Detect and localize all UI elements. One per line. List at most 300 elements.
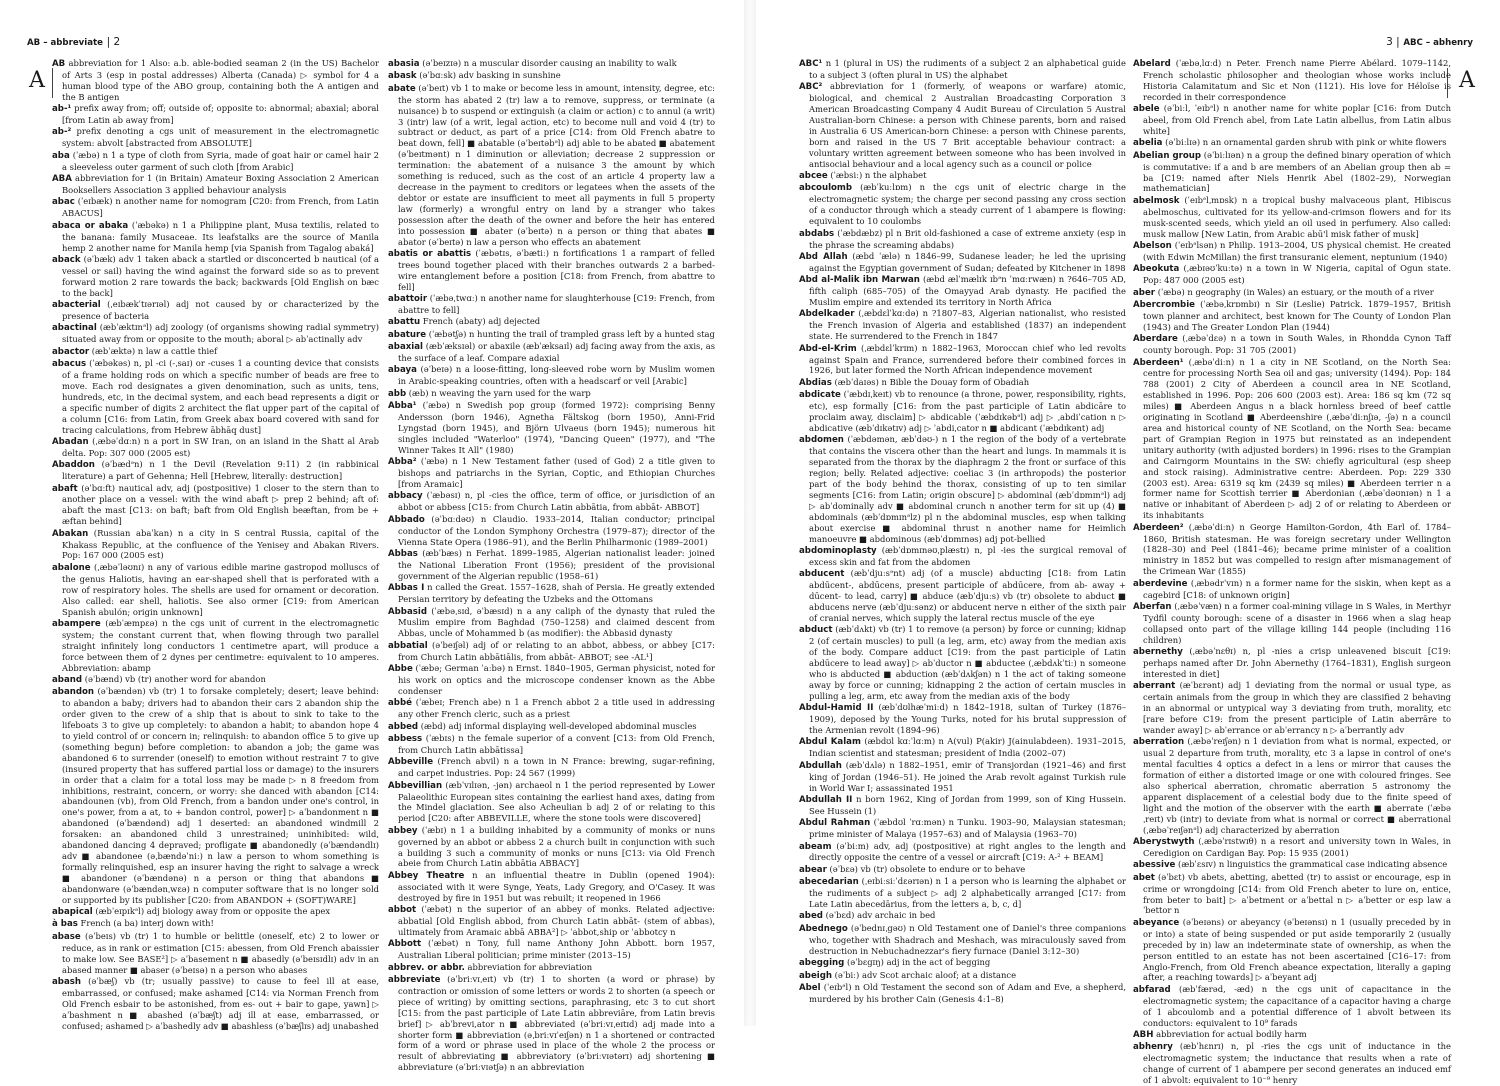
entry-headword: ABC²: [799, 82, 823, 93]
dictionary-entry: [388, 962, 715, 974]
right-running-head-title: ABC – abhenry: [1403, 38, 1473, 48]
dictionary-entry: [52, 436, 379, 459]
entry-definition: (əˈbriːvɪˌeɪt) vb (tr) 1 to shorten (a word or phrase) by contraction or omission of some letters or words 2 to shorten (a speech or piece of writing) by omitting sections, paraphrasing, etc 3 to cut short [C15: from the past participle of Late Latin abbreviāre, from Latin brevis brief] ▷ abˈbrevi,ator n ■ abbreviated (əˈbriːvɪˌeɪtɪd) adj made into a shorter form ■ abbreviation (əˌbriːvɪˈeɪʃən) n 1 a shortened or contracted form of a word or phrase used in place of the whole 2 the process or result of abbreviating ■ abbreviatory (əˈbriːvɪətərɪ) adj shortening ■ abbreviature (əˈbriːvɪətʃə) n an abbreviation: [398, 974, 715, 1073]
dictionary-entry: [52, 322, 379, 345]
entry-headword: Abba¹: [388, 401, 417, 412]
entry-headword: abate: [388, 83, 416, 94]
entry-headword: abeyance: [1133, 917, 1180, 928]
entry-headword: abelia: [1133, 138, 1163, 149]
entry-headword: Abd-el-Krim: [799, 343, 857, 354]
dictionary-entry: [799, 736, 1126, 759]
dictionary-entry: [388, 825, 715, 870]
entry-headword: Aberystwyth: [1133, 837, 1195, 848]
entry-definition: (æbˈeɪpɪkᵊl) adj biology away from or opposite the apex: [92, 905, 331, 916]
entry-headword: Aberfan: [1133, 602, 1172, 612]
entry-definition: (ˌæbəˈrɪstwɪθ) n a resort and university town in Wales, in Ceredigion on Cardigan Bay. Pop: 15 935 (2001): [1143, 836, 1451, 858]
column-3: [799, 58, 1126, 1018]
entry-headword: abandon: [52, 687, 95, 698]
column-2: [388, 58, 715, 1073]
dictionary-entry: [1133, 240, 1451, 263]
entry-headword: ABH: [1133, 1029, 1154, 1040]
entry-headword: Abdul-Hamid II: [799, 703, 874, 714]
entry-headword: abcoulomb: [799, 183, 853, 194]
entry-definition: (əˈbeɪzɪə) n a muscular disorder causing an inability to walk: [419, 58, 677, 68]
entry-definition: (æbˈdɒmɪnəʊˌplæstɪ) n, pl -ies the surgical removal of excess skin and fat from the abdomen: [809, 544, 1126, 567]
entry-definition: (ˈeɪbᵊlˌmɒsk) n a tropical bushy malvaceous plant, Hibiscus abelmoschus, cultivated for its yellow-and-crimson flowers and for its musk-scented seeds, which yield an oil used in perfumery. Also called: musk mallow [New Latin, from Arabic abū'l misk father of musk]: [1143, 194, 1451, 239]
entry-headword: abbot: [388, 905, 417, 916]
left-running-head: [27, 34, 120, 48]
entry-headword: abet: [1133, 872, 1155, 883]
entry-headword: Abdullah: [799, 760, 842, 771]
entry-headword: ABC¹: [799, 59, 823, 69]
entry-definition: (əˈbeɪəns) or abeyancy (əˈbeɪənsɪ) n 1 (usually preceded by in or into) a state of being suspended or put aside temporarily 2 (usually preceded by in) law an indeterminate state of ownership, as when the person entitled to an estate has not been ascertained [C16–17: from Anglo-French, from Old French abeance expectation, literally a gaping after, a reaching towards] ▷ aˈbeyant adj: [1143, 916, 1451, 983]
entry-headword: abed: [799, 911, 823, 922]
dictionary-entry: [799, 182, 1126, 227]
dictionary-entry: [52, 562, 379, 618]
dictionary-entry: [388, 870, 715, 904]
entry-headword: Abdul Kalam: [799, 737, 861, 748]
dictionary-entry: [52, 931, 379, 976]
dictionary-entry: [388, 938, 715, 961]
dictionary-entry: [388, 697, 715, 720]
entry-definition: (əˈbændən) vb (tr) 1 to forsake completely; desert; leave behind: to abandon a baby; drivers had to abandon their cars 2 abandon ship the order given to the crew of a ship that is about to sink to take to the lifeboats 3 to give up completely: to abandon a habit; to abandon hope 4 to yield control of or concern in; relinquish: to abandon office 5 to give up (something begun) before completion: to abandon a job; the game was abandoned 6 to surrender (oneself) to emotion without restraint 7 to give (insured property that has suffered partial loss or damage) to the insurers in order that a claim for a total loss may be made ▷ n 8 freedom from inhibitions, restraint, concern, or worry: she danced with abandon [C14: abandounen (vb), from Old French, from a bandon under one's control, in one's power, from a at, to + bandon control, power] ▷ aˈbandonment n ■ abandoned (əˈbændənd) adj 1 deserted: an abandoned windmill 2 forsaken: an abandoned child 3 unrestrained; uninhibited: wild, abandoned dancing 4 depraved; profligate ■ abandonedly (əˈbændəndlɪ) adv ■ abandonee (əˌbændəˈniː) n law a person to whom something is formally relinquished, esp an insurer having the right to salvage a wreck ■ abandoner (əˈbændənə) n a person or thing that abandons ■ abandonware (əˈbændənˌwɛə) n computer software that is no longer sold or supported by its publisher [C20: from ABANDON + (SOFT)WARE]: [62, 686, 379, 905]
entry-definition: (ˌæbəˈvæn) n a former coal-mining village in S Wales, in Merthyr Tydfil county borough: scene of a disaster in 1966 when a slag heap collapsed onto part of the village killing 144 people (including 116 children): [1143, 601, 1451, 645]
entry-headword: Abbeville: [388, 757, 434, 768]
entry-headword: Abdul Rahman: [799, 818, 871, 829]
entry-headword: abaca or abaka: [52, 220, 129, 231]
dictionary-entry: [1133, 680, 1451, 736]
entry-definition: (ˈæbdɪˌkeɪt) vb to renounce (a throne, power, responsibility, rights, etc), esp formally [C16: from the past participle of Latin abdicāre to proclaim away, disclaim] ▷ abdicable (ˈæbdɪkəbᵊl) adj ▷ ˌabdiˈcation n ▷ abdicative (æbˈdɪkətɪv) adj ▷ ˈabdiˌcator n ■ abdicant (ˈæbdɪkənt) adj: [809, 389, 1126, 433]
entry-headword: abask: [388, 71, 417, 82]
dictionary-entry: [1133, 1029, 1451, 1041]
dictionary-entry: [52, 918, 379, 930]
dictionary-entry: [52, 220, 379, 254]
entry-headword: ab-¹: [52, 104, 72, 115]
entry-definition: (ˌæbəˈreɪʃən) n 1 deviation from what is normal, expected, or usual 2 departure from truth, morality, etc 3 a lapse in control of one's mental faculties 4 optics a defect in a lens or mirror that causes the formation of either a distorted image or one with coloured fringes. See also spherical aberration, chromatic aberration 5 astronomy the apparent displacement of a celestial body due to the finite speed of light and the motion of the observer with the earth ■ aberrate (ˈæbəˌreɪt) vb (intr) to deviate from what is normal or correct ■ aberrational (ˌæbəˈreɪʃənᵊl) adj characterized by aberration: [1143, 736, 1451, 835]
entry-headword: Abbe: [388, 664, 413, 675]
entry-definition: (əˈbæʃ) vb (tr; usually passive) to cause to feel ill at ease, embarrassed, or confused; make ashamed [C14: via Norman French from Old French esbair to be astonished, from es- out + bair to gape, yawn] ▷ aˈbashment n ■ abashed (əˈbæʃt) adj ill at ease, embarrassed, or confused; ashamed ▷ aˈbashedly adv ■ abashless (əˈbæʃlɪs) adj unabashed: [62, 975, 379, 1031]
dictionary-entry: [799, 957, 1126, 969]
entry-definition: (ˈæbsiː) n the alphabet: [827, 170, 927, 181]
entry-definition: (æbˈɛsɪv) n linguistics the grammatical case indicating absence: [1175, 859, 1448, 870]
dictionary-entry: [388, 70, 715, 82]
entry-definition: (ˌæbəˈləʊnɪ) n any of various edible marine gastropod molluscs of the genus Haliotis, having an ear-shaped shell that is perforated with a row of respiratory holes. The shells are used for ornament or decoration. Also called: ear shell, haliotis. See also ormer [C19: from American Spanish abulón; origin unknown]: [62, 561, 379, 617]
entry-definition: (æbˈvɪlɪən, -jən) archaeol n 1 the period represented by Lower Palaeolithic European sites containing the earliest hand axes, dating from the Mindel glaciation. See also Acheulian b adj 2 of or relating to this period [C20: after ABBEVILLE, where the stone tools were discovered]: [398, 779, 715, 824]
entry-headword: Abbado: [388, 514, 425, 525]
entry-definition: (əˈbɑːft) nautical adv, adj (postpositive) 1 closer to the stern than to another place on a vessel: with the wind abaft ▷ prep 2 behind; aft of: abaft the mast [C13: on baft; baft from Old English beæftan, from be + æftan behind]: [62, 482, 379, 527]
left-page: [0, 0, 745, 1073]
entry-headword: Abednego: [799, 923, 848, 934]
right-running-head: [1386, 34, 1473, 48]
entry-headword: abducent: [799, 569, 845, 580]
entry-definition: (ˈæbəˌlɑːd) n Peter. French name Pierre Abélard. 1079–1142, French scholastic philosopher and theologian whose works include Historia Calamitatum and Sic et Non (1121). His love for Héloïse is recorded in their correspondence: [1143, 58, 1451, 102]
entry-definition: (əˈbædᵊn) n 1 the Devil (Revelation 9:11) 2 (in rabbinical literature) a part of Gehenna; Hell [Hebrew, literally: destruction]: [62, 459, 379, 482]
dictionary-entry: [799, 923, 1126, 957]
entry-headword: abaft: [52, 483, 78, 494]
entry-definition: (æbˈkuːlɒm) n the cgs unit of electric charge in the electromagnetic system; the charge per second passing any cross section of a conductor through which a steady current of 1 abampere is flowing: equivalent to 10 coulombs: [809, 182, 1126, 227]
dictionary-entry: [799, 274, 1126, 308]
entry-headword: Aberdare: [1133, 334, 1178, 345]
entry-definition: n an influential theatre in Dublin (opened 1904): associated with it were Synge, Yeats, Lady Gregory, and O'Casey. It was destroyed by fire in 1951 but was rebuilt; it reopened in 1966: [398, 869, 715, 903]
entry-headword: abcee: [799, 171, 828, 182]
dictionary-entry: [1133, 263, 1451, 286]
entry-definition: (ˈeɪbæk) n another name for nomogram [C20: from French, from Latin ABACUS]: [62, 196, 379, 219]
entry-definition: (æbˈæktɪnᵊl) adj zoology (of organisms showing radial symmetry) situated away from or opposite to the mouth; aboral ▷ abˈactinally adv: [62, 322, 379, 345]
entry-headword: Abaddon: [52, 460, 95, 471]
entry-definition: (ˈæbə) n Swedish pop group (formed 1972): comprising Benny Andersson (born 1946), Agnetha Fältskog (born 1950), Anni-Frid Lyngstad (born 1945), and Björn Ulvaeus (born 1945); numerous hit singles included "Waterloo" (1974), "Dancing Queen" (1977), and "The Winner Takes It All" (1980): [398, 400, 715, 455]
entry-definition: n called the Great. 1557–1628, shah of Persia. He greatly extended Persian territory by defeating the Uzbeks and the Ottomans: [398, 582, 715, 605]
dictionary-entry: [1133, 58, 1451, 103]
entry-headword: abacus: [52, 359, 87, 370]
dictionary-entry: [52, 150, 379, 173]
dictionary-entry: [52, 196, 379, 219]
entry-definition: (ˌæbəˈdiːn) n George Hamilton-Gordon, 4th Earl of. 1784–1860, British statesman. He was foreign secretary under Wellington (1828–30) and Peel (1841–46); became prime minister of a coalition ministry in 1852 but was compelled to resign after mismanagement of the Crimean War (1855): [1143, 521, 1451, 577]
dictionary-entry: [1133, 984, 1451, 1029]
dictionary-entry: [799, 624, 1126, 701]
dictionary-entry: [1133, 299, 1451, 333]
dictionary-entry: [799, 568, 1126, 624]
entry-definition: (əˈbɛd) adv archaic in bed: [822, 910, 936, 921]
dictionary-entry: [388, 974, 715, 1073]
entry-headword: abacterial: [52, 300, 101, 311]
entry-definition: abbreviation for 1 (formerly, of weapons or warfare) atomic, biological, and chemical 2 Australian Broadcasting Corporation 3 American Broadcasting Company 4 Audit Bureau of Circulation 5 Austral Australian-born Chinese: a person with Chinese parents, born and raised in Australia 6 US American-born Chinese: a person with Chinese parents, born and raised in the US 7 Brit acceptable behaviour contract: a voluntary written agreement between someone who has been involved in antisocial behaviour and a local agency such as a council or police: [809, 81, 1126, 169]
entry-definition: abbreviation for abbreviation: [464, 961, 593, 972]
dictionary-entry: [52, 299, 379, 322]
dictionary-entry: [388, 293, 715, 316]
dictionary-entry: [388, 316, 715, 328]
entry-headword: abash: [52, 976, 81, 987]
dictionary-entry: [799, 702, 1126, 736]
entry-headword: Abdullah II: [799, 794, 853, 805]
dictionary-entry: [1133, 522, 1451, 578]
entry-headword: abature: [388, 329, 427, 340]
dictionary-entry: [52, 58, 379, 103]
dictionary-entry: [388, 733, 715, 756]
entry-headword: abac: [52, 197, 75, 208]
dictionary-entry: [799, 343, 1126, 377]
dictionary-entry: [1133, 357, 1451, 522]
entry-headword: abdabs: [799, 228, 835, 239]
entry-headword: Abba²: [388, 457, 417, 468]
entry-definition: (æbˈdʊlhæˈmiːd) n 1842–1918, sultan of Turkey (1876–1909), deposed by the Young Turks, noted for his brutal suppression of the Armenian revolt (1894–96): [809, 702, 1127, 735]
entry-definition: (ˌæbəˈnɛθɪ) n, pl -nies a crisp unleavened biscuit [C19: perhaps named after Dr. John Abernethy (1764–1831), English surgeon interested in diet]: [1143, 646, 1451, 679]
entry-headword: Abelard: [1133, 59, 1171, 69]
dictionary-entry: [388, 400, 715, 456]
entry-definition: (ˈæbə) n geography (in Wales) an estuary, or the mouth of a river: [1155, 286, 1434, 297]
entry-definition: (ˈæbət) n Tony, full name Anthony John Abbott. born 1957, Australian Liberal politician; prime minister (2013–15): [398, 938, 715, 961]
dictionary-entry: [388, 756, 715, 779]
entry-headword: aberrant: [1133, 681, 1176, 692]
entry-definition: (ˌæbɪəʊˈkuːtə) n a town in W Nigeria, capital of Ogun state. Pop: 487 000 (2005 est): [1143, 263, 1451, 286]
entry-headword: à bas: [52, 919, 78, 930]
dictionary-entry: [1133, 137, 1451, 149]
entry-definition: French (abaty) adj dejected: [420, 316, 541, 327]
entry-headword: abattu: [388, 317, 421, 328]
entry-headword: aberration: [1133, 737, 1185, 748]
entry-headword: abbatial: [388, 640, 428, 651]
dictionary-entry: [388, 490, 715, 513]
entry-headword: abfarad: [1133, 984, 1171, 995]
dictionary-entry: [799, 81, 1126, 169]
entry-headword: Abakan: [52, 528, 89, 539]
entry-definition: (æbˈfærəd, -æd) n the cgs unit of capacitance in the electromagnetic system; the capacitance of a capacitor having a charge of 1 abcoulomb and a potential difference of 1 abvolt between its conductors: equivalent to 10⁹ farads: [1143, 983, 1451, 1028]
entry-headword: abbé: [388, 698, 412, 709]
entry-headword: Abbott: [388, 939, 422, 950]
entry-definition: (ˈæbɪ) n 1 a building inhabited by a community of monks or nuns governed by an abbot or abbess 2 a church built in conjunction with such a building 3 such a community of monks or nuns [C13: via Old French abeie from Church Latin abbātia ABBACY]: [398, 824, 715, 869]
entry-definition: prefix denoting a cgs unit of measurement in the electromagnetic system: abvolt [abstracted from ABSOLUTE]: [62, 126, 379, 149]
entry-headword: abampere: [52, 618, 101, 629]
dictionary-entry: [388, 640, 715, 663]
entry-headword: abecedarian: [799, 877, 859, 888]
right-page: [755, 0, 1500, 1086]
dictionary-entry: [52, 254, 379, 299]
entry-definition: (æbd) adj informal displaying well-developed abdominal muscles: [418, 720, 697, 731]
dictionary-entry: [799, 377, 1126, 389]
entry-definition: French (a ba) interj down with!: [77, 918, 214, 929]
dictionary-entry: [52, 976, 379, 1032]
dictionary-entry: [388, 721, 715, 733]
entry-headword: abduct: [799, 625, 833, 636]
dictionary-entry: [388, 548, 715, 582]
entry-definition: n born 1962, King of Jordan from 1999, son of King Hussein. See Hussein (1): [809, 793, 1126, 816]
right-page-number: 3 |: [1386, 36, 1400, 48]
entry-definition: (ˈæbəsɪ) n, pl -cies the office, term of office, or jurisdiction of an abbot or abbess [C15: from Church Latin abbātia, from abbāt- ABBOT]: [398, 490, 715, 513]
entry-definition: (ˈeɪbᵊl) n Old Testament the second son of Adam and Eve, a shepherd, murdered by his brother Cain (Genesis 4:1–8): [809, 981, 1126, 1004]
entry-headword: Abelian group: [1133, 150, 1202, 161]
entry-headword: abbrev. or abbr.: [388, 962, 465, 973]
dictionary-entry: [799, 817, 1126, 840]
entry-definition: (æbˈæksɪəl) or abaxile (æbˈæksaɪl) adj facing away from the axis, as the surface of a leaf. Compare adaxial: [398, 341, 715, 364]
dictionary-entry: [1133, 836, 1451, 859]
column-1: [52, 58, 379, 1031]
entry-headword: abattoir: [388, 294, 428, 305]
entry-definition: (ˈæbəkəs) n, pl -ci (-ˌsaɪ) or -cuses 1 a counting device that consists of a frame holding rods on which a specific number of beads are free to move. Each rod designates a given denomination, such as units, tens, hundreds, etc, in the decimal system, and each bead represents a digit or a specific number of digits 2 architect the flat upper part of the capital of a column [C16: from Latin, from Greek abax board covered with sand for tracing calculations, from Hebrew ābhāq dust]: [62, 358, 379, 435]
dictionary-entry: [388, 606, 715, 640]
entry-definition: (æbˈæktə) n law a cattle thief: [89, 345, 218, 356]
entry-headword: Abdias: [799, 377, 832, 388]
dictionary-entry: [1133, 195, 1451, 240]
entry-definition: (əˈbiːlɪən) n a group the defined binary operation of which is commutative: if a and b are members of an Abelian group then ab = ba [C19: named after Niels Henrik Abel (1802–29), Norwegian mathematician]: [1143, 149, 1452, 194]
entry-definition: (Russian abaˈkan) n a city in S central Russia, capital of the Khakass Republic, at the confluence of the Yenisey and Abakan Rivers. Pop: 167 000 (2005 est): [62, 527, 379, 561]
dictionary-entry: [1133, 1041, 1451, 1086]
entry-headword: Abbey Theatre: [388, 870, 465, 881]
entry-headword: abdicate: [799, 390, 841, 401]
dictionary-entry: [799, 794, 1126, 817]
entry-definition: (ˌæbədrˈvɪn) n a former name for the siskin, when kept as a cagebird [C18: of unknown origin]: [1143, 577, 1451, 600]
dictionary-entry: [388, 388, 715, 400]
entry-headword: Aberdeen¹: [1133, 357, 1184, 368]
dictionary-entry: [799, 760, 1126, 794]
entry-definition: (æb) n weaving the yarn used for the warp: [406, 387, 591, 398]
entry-headword: Abbevillian: [388, 780, 443, 791]
entry-definition: (əˈbɛgɪŋ) adj in the act of begging: [844, 957, 991, 968]
entry-definition: (ˈæbə) n 1 a type of cloth from Syria, made of goat hair or camel hair 2 a sleeveless outer garment of such cloth [from Arabic]: [62, 149, 379, 172]
entry-headword: aback: [52, 254, 81, 265]
dictionary-entry: [52, 173, 379, 196]
dictionary-entry: [52, 483, 379, 528]
entry-definition: (ˌæbəˈdɑːn) n a port in SW Iran, on an island in the Shatt al Arab delta. Pop: 307 000 (2005 est): [62, 435, 379, 458]
entry-headword: Abd Allah: [799, 251, 848, 262]
entry-definition: (ˌæbdɛlˈkrɪm) n 1882–1963, Moroccan chief who led revolts against Spain and France, surrendered before their combined forces in 1926, but later formed the North African independence movement: [809, 342, 1126, 376]
entry-definition: (ˈæbdəmən, æbˈdəʊ-) n 1 the region of the body of a vertebrate that contains the viscera other than the heart and lungs. In mammals it is separated from the thorax by the diaphragm 2 the front or surface of this region; belly. Related adjective: coeliac 3 (in arthropods) the posterior part of the body behind the thorax, consisting of up to ten similar segments [C16: from Latin; origin obscure] ▷ abdominal (æbˈdɒmɪnᵊl) adj ▷ abˈdominally adv ■ abdominal crunch n another term for sit up (4) ■ abdominals (æbˈdɒmɪnᵊlz) pl n the abdominal muscles, esp when talking about exercise ■ abdominal thrust n another name for Heimlich manoeuvre ■ abdominous (æbˈdɒmɪnəs) adj pot-bellied: [809, 434, 1126, 544]
entry-definition: (əˈbeɪə) n a loose-fitting, long-sleeved robe worn by Muslim women in Arabic-speaking countries, often with a headscarf or veil [Arabic]: [398, 364, 715, 387]
entry-definition: abbreviation for actual bodily harm: [1153, 1028, 1307, 1039]
dictionary-entry: [52, 906, 379, 918]
entry-headword: abegging: [799, 958, 845, 969]
entry-headword: abb: [388, 388, 407, 399]
entry-headword: abessive: [1133, 860, 1176, 871]
dictionary-entry: [388, 364, 715, 387]
dictionary-entry: [52, 126, 379, 149]
entry-headword: Abd al-Malik ibn Marwan: [799, 275, 920, 286]
entry-headword: abalone: [52, 562, 91, 573]
dictionary-entry: [388, 248, 715, 293]
entry-definition: (æbˈdjuːsᵊnt) adj (of a muscle) abducting [C18: from Latin abdūcent-, abdūcens, present participle of abdūcere, from ab- away + dūcent- to lead, carry] ■ abduce (æbˈdjuːs) vb (tr) obsolete to abduct ■ abducens nerve (æbˈdjuːsənz) or abducent nerve n either of the sixth pair of cranial nerves, which supply the lateral rectus muscle of the eye: [809, 568, 1126, 623]
entry-definition: (əˈbænd) vb (tr) another word for abandon: [82, 673, 266, 684]
dictionary-entry: [799, 982, 1126, 1005]
entry-headword: abbey: [388, 825, 418, 836]
entry-definition: (əˈbɛt) vb abets, abetting, abetted (tr) to assist or encourage, esp in crime or wrongdoing [C14: from Old French abeter to lure on, entice, from beter to bait] ▷ aˈbetment or aˈbettal n ▷ aˈbetter or esp law aˈbettor n: [1143, 871, 1451, 916]
dictionary-entry: [388, 456, 715, 490]
dictionary-entry: [52, 459, 379, 482]
entry-definition: (əˈbiːm) adv, adj (postpositive) at right angles to the length and directly opposite the centre of a vessel or aircraft [C19: A-² + BEAM]: [809, 840, 1126, 863]
entry-definition: abbreviation for 1 (in Britain) Amateur Boxing Association 2 American Booksellers Association 3 applied behaviour analysis: [62, 173, 379, 195]
entry-headword: aband: [52, 674, 83, 685]
entry-headword: abelmosk: [1133, 195, 1180, 206]
entry-headword: abeam: [799, 841, 832, 852]
entry-definition: (æˈbɛrənt) adj 1 deviating from the normal or usual type, as certain animals from the group in which they are classified 2 behaving in an abnormal or untypical way 3 deviating from truth, morality, etc [rare before C19: from the present participle of Latin aberrāre to wander away] ▷ abˈerrance or abˈerrancy n ▷ aˈberrantly adv: [1143, 680, 1451, 735]
entry-headword: ab-²: [52, 127, 72, 138]
dictionary-entry: [388, 514, 715, 548]
dictionary-entry: [1133, 287, 1451, 299]
entry-definition: (ˈæbeɪ; French abe) n 1 a French abbot 2 a title used in addressing any other French cleric, such as a priest: [398, 697, 715, 720]
entry-headword: abaxial: [388, 342, 423, 353]
entry-headword: abele: [1133, 104, 1160, 115]
entry-definition: (ˈæbɪs) n the female superior of a convent [C13: from Old French, from Church Latin abbātissa]: [398, 732, 715, 755]
dictionary-entry: [799, 876, 1126, 910]
entry-headword: Abbas: [388, 548, 418, 559]
dictionary-entry: [1133, 578, 1451, 601]
entry-definition: abbreviation for 1 Also: a.b. able-bodied seaman 2 (in the US) Bachelor of Arts 3 (esp in postal addresses) Alberta (Canada) ▷ symbol for 4 a human blood type of the ABO group, containing both the A antigen and the B antigen: [62, 58, 379, 102]
entry-headword: abbacy: [388, 491, 423, 502]
entry-headword: abaya: [388, 365, 417, 376]
dictionary-entry: [799, 910, 1126, 922]
entry-definition: n 1 (plural in US) the rudiments of a subject 2 an alphabetical guide to a subject 3 (often plural in US) the alphabet: [809, 58, 1126, 80]
entry-definition: (ˈæbdæbz) pl n Brit old-fashioned a case of extreme anxiety (esp in the phrase the screaming abdabs): [809, 227, 1126, 250]
dictionary-entry: [1133, 859, 1451, 871]
entry-definition: (ˈeɪbᵊlsən) n Philip. 1913–2004, US physical chemist. He created (with Edwin McMillan) the first transuranic element, neptunium (1940): [1143, 240, 1451, 262]
dictionary-entry: [799, 308, 1126, 342]
column-4: [1133, 58, 1452, 1086]
dictionary-entry: [1133, 736, 1451, 835]
dictionary-entry: [52, 103, 379, 126]
entry-definition: (ˈæbəˌtwɑː) n another name for slaughterhouse [C19: French, from abattre to fell]: [398, 293, 715, 315]
entry-definition: (əˈbæk) adv 1 taken aback a startled or disconcerted b nautical (of a vessel or sail) having the wind against the forward side so as to prevent forward motion 2 rare towards the back; backwards [Old English on bæc to the back]: [62, 253, 379, 298]
entry-definition: (æbdʊl kɑːˈlɑːm) n A(vul) P(akir) J(ainulabdeen). 1931–2015, Indian scientist and statesman; president of India (2002–07): [809, 736, 1126, 759]
entry-definition: (əˈbednɪˌgəʊ) n Old Testament one of Daniel's three companions who, together with Shadrach and Meshach, was miraculously saved from destruction in Nebuchadnezzar's fiery furnace (Daniel 3:12–30): [809, 922, 1126, 956]
entry-headword: abase: [52, 931, 81, 942]
entry-definition: (ˈæbdʊl ˈrɑːmən) n Tunku. 1903–90, Malaysian statesman; prime minister of Malaya (1957–63) and of Malaysia (1963–70): [809, 817, 1126, 840]
entry-definition: (əˈbɑːdəʊ) n Claudio. 1933–2014, Italian conductor; principal conductor of the London Symphony Orchestra (1979–87); director of the Vienna State Opera (1986–91), and the Berlin Philharmonic (1989–2001): [398, 513, 715, 547]
dictionary-entry: [799, 228, 1126, 251]
entry-headword: abhenry: [1133, 1042, 1173, 1053]
dictionary-entry: [388, 904, 715, 938]
entry-definition: (ˈæbətʃə) n hunting the trail of trampled grass left by a hunted stag: [426, 328, 715, 339]
entry-definition: (əˈbɑːsk) adv basking in sunshine: [416, 70, 561, 81]
entry-headword: Abelson: [1133, 241, 1172, 251]
dictionary-entry: [52, 528, 379, 562]
dictionary-entry: [799, 970, 1126, 982]
dictionary-entry: [388, 329, 715, 341]
left-thumb-index-letter: A: [0, 68, 53, 98]
entry-definition: (ˈæbəˌsɪd, əˈbæsɪd) n a any caliph of the dynasty that ruled the Muslim empire from Baghdad (750–1258) and claimed descent from Abbas, uncle of Mohammed b (as modifier): the Abbasid dynasty: [398, 605, 715, 639]
entry-definition: (æbˈdaɪəs) n Bible the Douay form of Obadiah: [831, 376, 1030, 387]
entry-headword: abernethy: [1133, 647, 1183, 658]
entry-headword: AB: [52, 59, 66, 69]
entry-headword: Abel: [799, 982, 821, 993]
entry-definition: (ˌæbdɛlˈkɑːdə) n ?1807–83, Algerian nationalist, who resisted the French invasion of Algeria and established (1837) an independent state. He surrendered to the French in 1847: [809, 308, 1126, 342]
dictionary-entry: [799, 545, 1126, 568]
dictionary-entry: [388, 83, 715, 248]
entry-headword: Abdelkader: [799, 309, 855, 320]
entry-definition: (ˈæbətɪs, əˈbætiː) n fortifications 1 a rampart of felled trees bound together placed with their branches outwards 2 a barbed-wire entanglement before a position [C18: from French, from abattre to fell]: [398, 247, 715, 292]
dictionary-entry: [388, 341, 715, 364]
dictionary-entry: [1133, 150, 1451, 195]
dictionary-entry: [1133, 646, 1451, 680]
entry-definition: (əˈbiːl, ˈeɪbᵊl) n another name for white poplar [C16: from Dutch abeel, from Old French abel, from Late Latin albellus, from Latin albus white]: [1143, 103, 1451, 136]
entry-definition: (ˌeɪbiːsiːˈdɛərɪən) n 1 a person who is learning the alphabet or the rudiments of a subject ▷ adj 2 alphabetically arranged [C17: from Late Latin abecedārius, from the letters a, b, c, d]: [809, 876, 1126, 910]
entry-headword: abasia: [388, 59, 420, 69]
dictionary-entry: [1133, 917, 1451, 983]
entry-definition: (French abvil) n a town in N France: brewing, sugar-refining, and carpet industries. Pop: 24 567 (1999): [398, 756, 715, 779]
entry-definition: (æbˈæmpɛə) n the cgs unit of current in the electromagnetic system; the constant current that, when flowing through two parallel straight infinitely long conductors 1 centimetre apart, will produce a force between them of 2 dynes per centimetre: equivalent to 10 amperes. Abbreviation: abamp: [62, 617, 379, 673]
entry-headword: Abercrombie: [1133, 300, 1195, 311]
entry-headword: abdominoplasty: [799, 545, 877, 556]
entry-definition: (əˈbiːlɪə) n an ornamental garden shrub with pink or white flowers: [1162, 137, 1447, 148]
entry-definition: (ˌeɪbækˈtɪərɪəl) adj not caused by or characterized by the presence of bacteria: [62, 299, 379, 321]
dictionary-entry: [388, 780, 715, 825]
entry-headword: abatis or abattis: [388, 248, 472, 259]
entry-headword: abeigh: [799, 970, 832, 981]
dictionary-entry: [388, 663, 715, 697]
entry-headword: abbess: [388, 733, 423, 744]
entry-headword: abdomen: [799, 435, 844, 446]
entry-definition: prefix away from; off; outside of; opposite to: abnormal; abaxial; aboral [from Latin ab away from]: [62, 103, 379, 126]
entry-headword: aber: [1133, 287, 1156, 298]
entry-definition: (əˈbiː) adv Scot archaic aloof; at a distance: [832, 969, 1017, 980]
entry-definition: (əˈbeɪs) vb (tr) 1 to humble or belittle (oneself, etc) 2 to lower or reduce, as in rank or estimation [C15: abessen, from Old French abaissier to make low. See BASE²] ▷ aˈbasement n ■ abasedly (əˈbeɪsɪdlɪ) adv in an abased manner ■ abaser (əˈbeɪsə) n a person who abases: [62, 930, 379, 975]
dictionary-entry: [1133, 103, 1451, 137]
entry-definition: (æbˈhɛnrɪ) n, pl -ries the cgs unit of inductance in the electromagnetic system; the inductance that results when a rate of change of current of 1 abampere per second generates an induced emf of 1 abvolt: equivalent to 10⁻⁹ henry: [1143, 1041, 1451, 1086]
dictionary-entry: [388, 582, 715, 605]
entry-definition: (əˈbɛə) vb (tr) obsolete to endure or to behave: [826, 863, 1026, 874]
entry-definition: (ˈæbə) n 1 New Testament father (used of God) 2 a title given to bishops and patriarchs in the Syrian, Coptic, and Ethiopian Churches [from Aramaic]: [398, 456, 715, 490]
left-running-head-title: AB – abbreviate: [27, 38, 103, 48]
entry-headword: Abeokuta: [1133, 264, 1180, 275]
entry-definition: (æbd ˈælə) n 1846–99, Sudanese leader; he led the uprising against the Egyptian government of Sudan; defeated by Kitchener in 1898: [809, 250, 1126, 273]
entry-headword: abapical: [52, 906, 93, 917]
dictionary-entry: [52, 686, 379, 905]
dictionary-entry: [1133, 333, 1451, 356]
entry-headword: aba: [52, 150, 70, 161]
dictionary-entry: [799, 841, 1126, 864]
dictionary-entry: [799, 170, 1126, 182]
dictionary-entry: [388, 58, 715, 70]
right-thumb-index-letter: A: [1447, 68, 1500, 98]
dictionary-entry: [1133, 601, 1451, 646]
dictionary-entry: [52, 358, 379, 435]
dictionary-entry: [799, 434, 1126, 544]
